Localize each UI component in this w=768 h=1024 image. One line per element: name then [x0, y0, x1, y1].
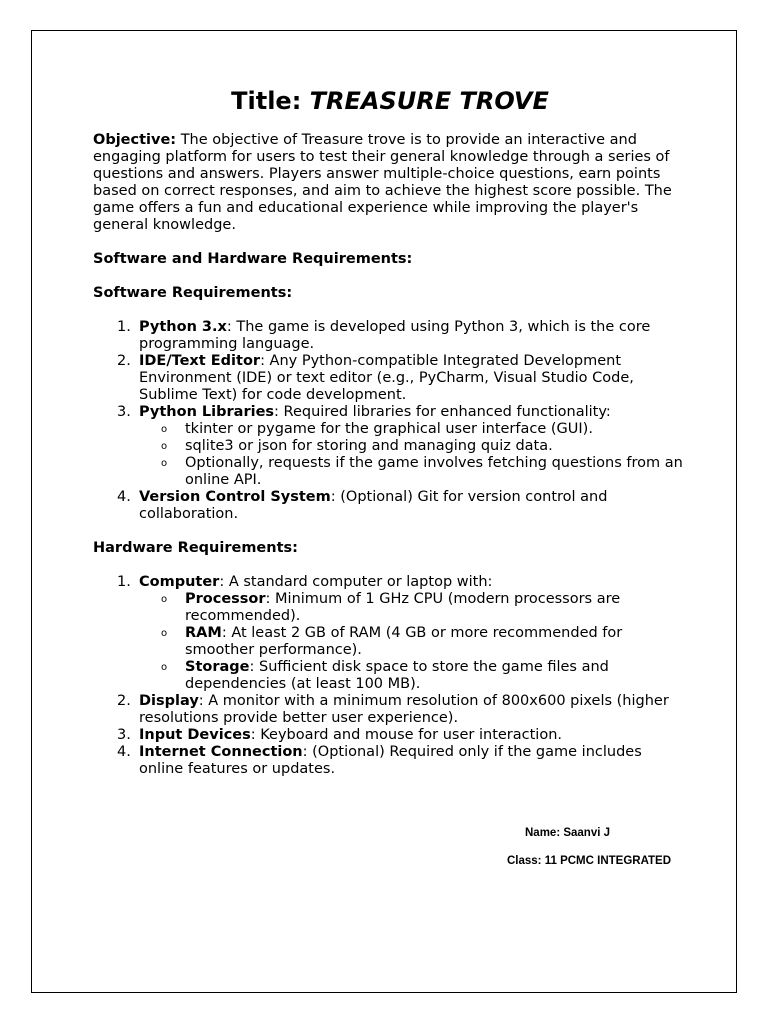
sub-item-text: : Minimum of 1 GHz CPU (modern processors are recommended). [185, 591, 621, 624]
document-body [93, 86, 683, 778]
list-number: 3. [117, 727, 131, 743]
sub-list-item [139, 591, 683, 625]
list-number: 2. [117, 693, 131, 709]
author-name: Name: Saanvi J [525, 827, 611, 839]
list-item [93, 489, 683, 523]
item-text: : Any Python-compatible Integrated Development Environment (IDE) or text editor (e.g., PyCharm, Visual Studio Code, Sublime Text) for code development. [139, 353, 634, 403]
item-term: IDE/Text Editor [139, 353, 261, 369]
item-text: : Required libraries for enhanced functionality: [274, 404, 611, 420]
item-term: Python Libraries [139, 404, 275, 420]
sub-list-item [139, 625, 683, 659]
sub-list-item [139, 659, 683, 693]
list-item [93, 744, 683, 778]
item-term: Python 3.x [139, 319, 227, 335]
hardware-heading: Hardware Requirements: [93, 540, 298, 556]
objective-paragraph [93, 132, 683, 234]
title-value: TREASURE TROVE [309, 87, 549, 115]
bullet-icon: o [161, 441, 168, 452]
list-item [93, 727, 683, 744]
software-heading: Software Requirements: [93, 285, 293, 301]
sw-hw-heading: Software and Hardware Requirements: [93, 251, 413, 267]
list-item [93, 353, 683, 404]
item-text: : (Optional) Git for version control and collaboration. [139, 489, 608, 522]
sub-item-term: Processor [185, 591, 266, 607]
sub-item-text: tkinter or pygame for the graphical user interface (GUI). [185, 421, 593, 437]
objective-label: Objective: [93, 132, 177, 148]
bullet-icon: o [161, 424, 168, 435]
sub-list [139, 591, 683, 693]
objective-text: The objective of Treasure trove is to provide an interactive and engaging platform for users to test their general knowledge through a series of questions and answers. Players answer multiple-choice questions, earn points based on correct responses, and aim to achieve the highest score possible. The game offers a fun and educational experience while improving the player's general knowledge. [93, 132, 672, 233]
list-item [93, 574, 683, 693]
sub-item-text: Optionally, requests if the game involves fetching questions from an online API. [185, 455, 683, 488]
item-term: Input Devices [139, 727, 251, 743]
sub-list-item [139, 421, 683, 438]
sub-item-text: : Sufficient disk space to store the game files and dependencies (at least 100 MB). [185, 659, 609, 692]
list-item [93, 404, 683, 489]
bullet-icon: o [161, 594, 168, 605]
item-term: Internet Connection [139, 744, 303, 760]
list-number: 1. [117, 319, 131, 335]
sub-list-item [139, 455, 683, 489]
item-term: Display [139, 693, 199, 709]
list-number: 4. [117, 744, 131, 760]
list-number: 2. [117, 353, 131, 369]
sub-item-term: RAM [185, 625, 222, 641]
author-class: Class: 11 PCMC INTEGRATED [507, 855, 672, 867]
sub-item-term: Storage [185, 659, 250, 675]
list-number: 4. [117, 489, 131, 505]
sub-item-text: : At least 2 GB of RAM (4 GB or more recommended for smoother performance). [185, 625, 623, 658]
list-item [93, 693, 683, 727]
page-title [93, 86, 683, 116]
item-text: : (Optional) Required only if the game includes online features or updates. [139, 744, 642, 777]
item-text: : A monitor with a minimum resolution of 800x600 pixels (higher resolutions provide better user experience). [139, 693, 669, 726]
item-term: Computer [139, 574, 220, 590]
sub-list-item [139, 438, 683, 455]
sub-item-text: sqlite3 or json for storing and managing quiz data. [185, 438, 553, 454]
list-number: 3. [117, 404, 131, 420]
title-label: Title: [231, 87, 302, 115]
list-number: 1. [117, 574, 131, 590]
item-text: : Keyboard and mouse for user interaction. [250, 727, 562, 743]
sub-list [139, 421, 683, 489]
item-term: Version Control System [139, 489, 331, 505]
list-item [93, 319, 683, 353]
item-text: : The game is developed using Python 3, which is the core programming language. [139, 319, 651, 352]
bullet-icon: o [161, 628, 168, 639]
hardware-list [93, 574, 683, 778]
bullet-icon: o [161, 458, 168, 469]
software-list [93, 319, 683, 523]
item-text: : A standard computer or laptop with: [219, 574, 493, 590]
bullet-icon: o [161, 662, 168, 673]
